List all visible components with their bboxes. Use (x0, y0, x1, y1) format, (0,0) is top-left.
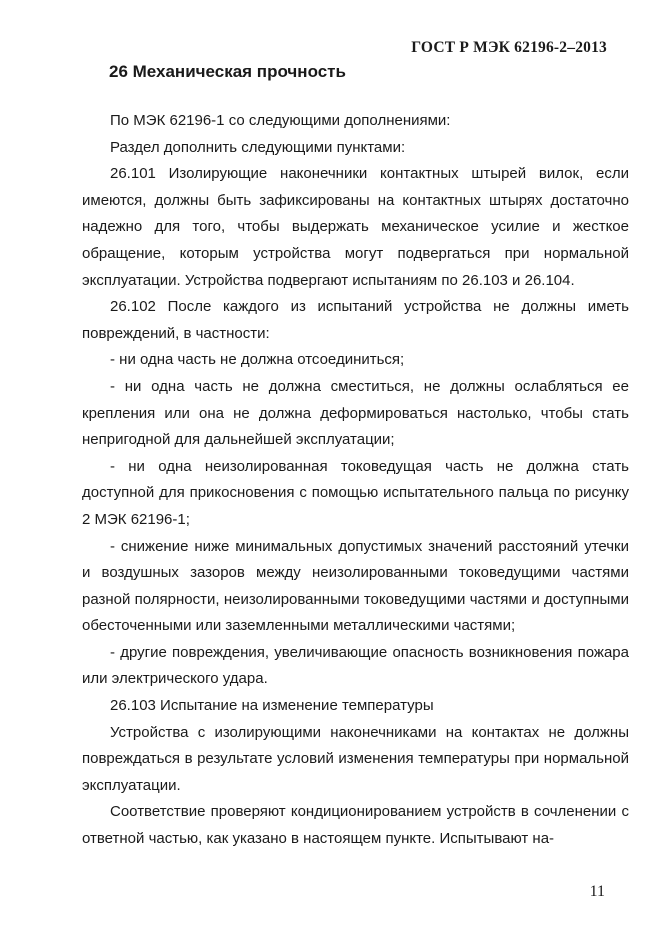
paragraph: Соответствие проверяют кондиционированием устройств в сочленении с ответной частью, как указано в настоящем пункте. Испытывают на- (82, 803, 629, 848)
list-item: - ни одна часть не должна отсоединиться; (110, 351, 405, 369)
list-item: - снижение ниже минимальных допустимых значений расстояний утечки и воздушных зазоров между неизолированными токоведущими частями разной полярности, неизолированными токоведущими частями и доступными обесточенными или заземленными металлическими частями; (82, 537, 629, 635)
paragraph: Раздел дополнить следующими пунктами: (110, 138, 406, 156)
paragraph: Устройства с изолирующими наконечниками на контактах не должны повреждаться в результате условий изменения температуры при нормальной эксплуатации. (82, 723, 629, 794)
page-number: 11 (589, 883, 605, 900)
subsection-heading: 26.103 Испытание на изменение температуры (110, 697, 434, 715)
paragraph: 26.102 После каждого из испытаний устройства не должны иметь повреждений, в частности: (82, 298, 629, 342)
document-header: ГОСТ Р МЭК 62196-2–2013 (411, 39, 607, 56)
paragraph: По МЭК 62196-1 со следующими дополнениями: (110, 112, 451, 129)
list-item: - ни одна неизолированная токоведущая часть не должна стать доступной для прикосновения с помощью испытательного пальца по рисунку 2 МЭК 62196-1; (82, 457, 629, 528)
paragraph: 26.101 Изолирующие наконечники контактных штырей вилок, если имеются, должны быть зафиксированы на контактных штырях достаточно надежно для того, чтобы выдержать механическое усилие и жесткое обращение, которым устройства могут подвергаться при нормальной эксплуатации. Устройства подвергают испытаниям по 26.103 и 26.104. (82, 165, 629, 289)
list-item: - ни одна часть не должна сместиться, не должны ослабляться ее крепления или она не должна деформироваться настолько, чтобы стать непригодной для дальнейшей эксплуатации; (82, 377, 629, 449)
list-item: - другие повреждения, увеличивающие опасность возникновения пожара или электрического удара. (82, 643, 629, 688)
section-title: 26 Механическая прочность (109, 62, 346, 81)
document-body (82, 108, 629, 853)
